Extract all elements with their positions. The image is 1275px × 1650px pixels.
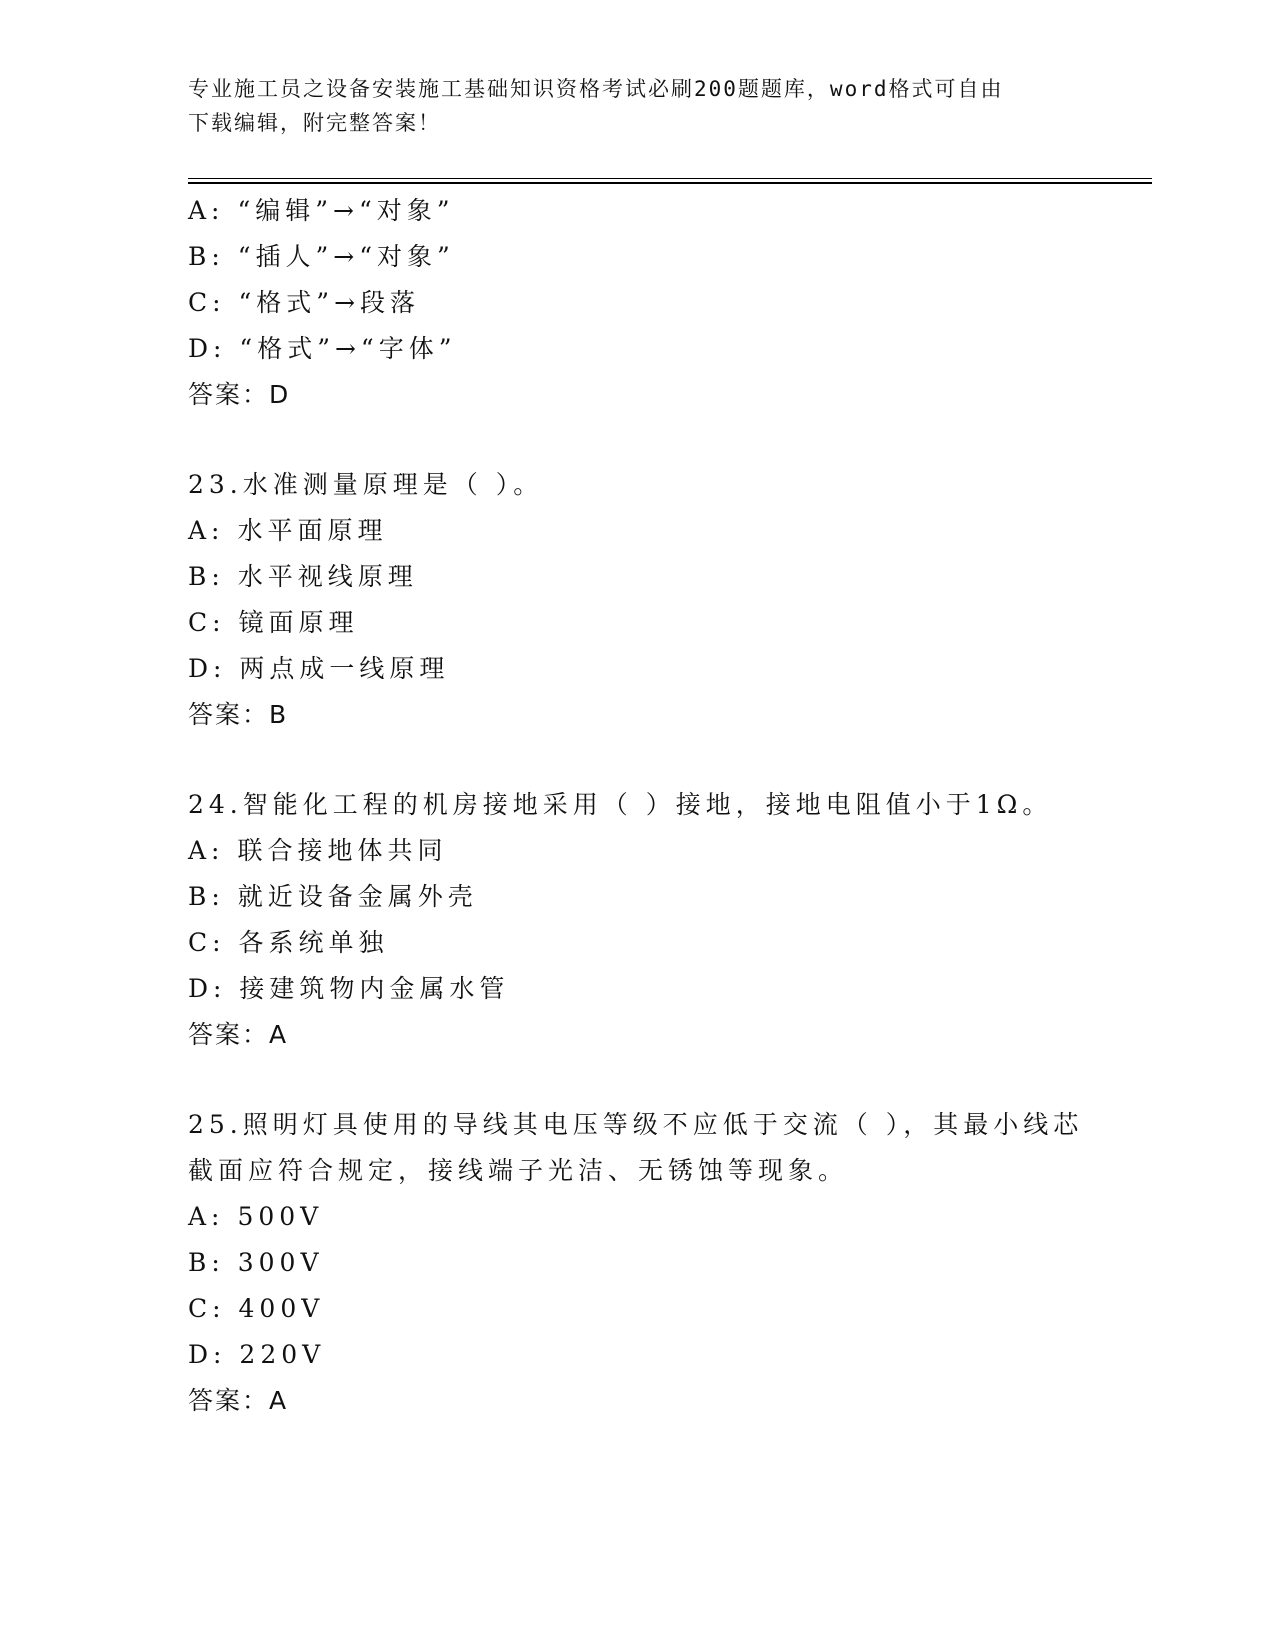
answer-line: 答案：A: [188, 1020, 289, 1049]
option-text: “插人”→“对象”: [237, 242, 455, 271]
option-letter: B:: [188, 882, 225, 911]
option-letter: C:: [188, 928, 226, 957]
option-letter: B:: [188, 242, 225, 271]
answer-line: 答案：A: [188, 1386, 289, 1415]
header-divider-thick: [188, 182, 1152, 184]
option-a: [188, 828, 1128, 874]
question-block-22: [188, 188, 1128, 418]
option-c: [188, 600, 1128, 646]
option-text: 400V: [238, 1294, 325, 1323]
option-text: 两点成一线原理: [239, 654, 450, 683]
header-line-2: 下载编辑，附完整答案！: [188, 111, 441, 135]
option-c: [188, 920, 1128, 966]
option-text: 联合接地体共同: [237, 836, 448, 865]
option-text: 就近设备金属外壳: [237, 882, 478, 911]
header-divider-thin: [188, 178, 1152, 179]
option-text: 水平面原理: [237, 516, 388, 545]
question-text: 24.智能化工程的机房接地采用（ ）接地，接地电阻值小于1Ω。: [188, 790, 1053, 819]
option-letter: A:: [188, 516, 225, 545]
option-text: “编辑”→“对象”: [237, 196, 455, 225]
option-letter: D:: [188, 974, 227, 1003]
document-header: [188, 72, 1068, 140]
option-c: [188, 280, 1128, 326]
option-letter: A:: [188, 1202, 225, 1231]
option-b: [188, 234, 1128, 280]
option-text: 水平视线原理: [237, 562, 418, 591]
header-line-1: 专业施工员之设备安装施工基础知识资格考试必刷200题题库，word格式可自由: [188, 77, 1004, 101]
option-b: [188, 554, 1128, 600]
option-text: 各系统单独: [238, 928, 389, 957]
option-d: [188, 966, 1128, 1012]
option-letter: D:: [188, 1340, 227, 1369]
option-letter: C:: [188, 1294, 226, 1323]
option-b: [188, 1240, 1128, 1286]
option-letter: D:: [188, 654, 227, 683]
answer-line: 答案：D: [188, 380, 291, 409]
question-text-continued: 截面应符合规定，接线端子光洁、无锈蚀等现象。: [188, 1156, 849, 1185]
option-d: [188, 1332, 1128, 1378]
option-letter: D:: [188, 334, 227, 363]
question-text: 25.照明灯具使用的导线其电压等级不应低于交流（ ），其最小线芯: [188, 1110, 1084, 1139]
option-b: [188, 874, 1128, 920]
question-block-24: [188, 782, 1128, 1058]
option-a: [188, 508, 1128, 554]
question-list: [188, 188, 1128, 1468]
option-letter: C:: [188, 288, 226, 317]
option-text: 300V: [237, 1248, 324, 1277]
option-text: “格式”→段落: [238, 288, 421, 317]
option-c: [188, 1286, 1128, 1332]
option-letter: A:: [188, 196, 225, 225]
option-d: [188, 326, 1128, 372]
option-a: [188, 1194, 1128, 1240]
option-a: [188, 188, 1128, 234]
option-letter: B:: [188, 1248, 225, 1277]
option-text: 500V: [237, 1202, 324, 1231]
question-block-25: [188, 1102, 1128, 1424]
option-text: 镜面原理: [238, 608, 359, 637]
option-letter: B:: [188, 562, 225, 591]
option-d: [188, 646, 1128, 692]
option-text: 接建筑物内金属水管: [239, 974, 510, 1003]
answer-line: 答案：B: [188, 700, 289, 729]
question-block-23: [188, 462, 1128, 738]
option-letter: A:: [188, 836, 225, 865]
option-letter: C:: [188, 608, 226, 637]
question-text: 23.水准测量原理是（ ）。: [188, 470, 544, 499]
option-text: 220V: [239, 1340, 326, 1369]
option-text: “格式”→“字体”: [239, 334, 457, 363]
